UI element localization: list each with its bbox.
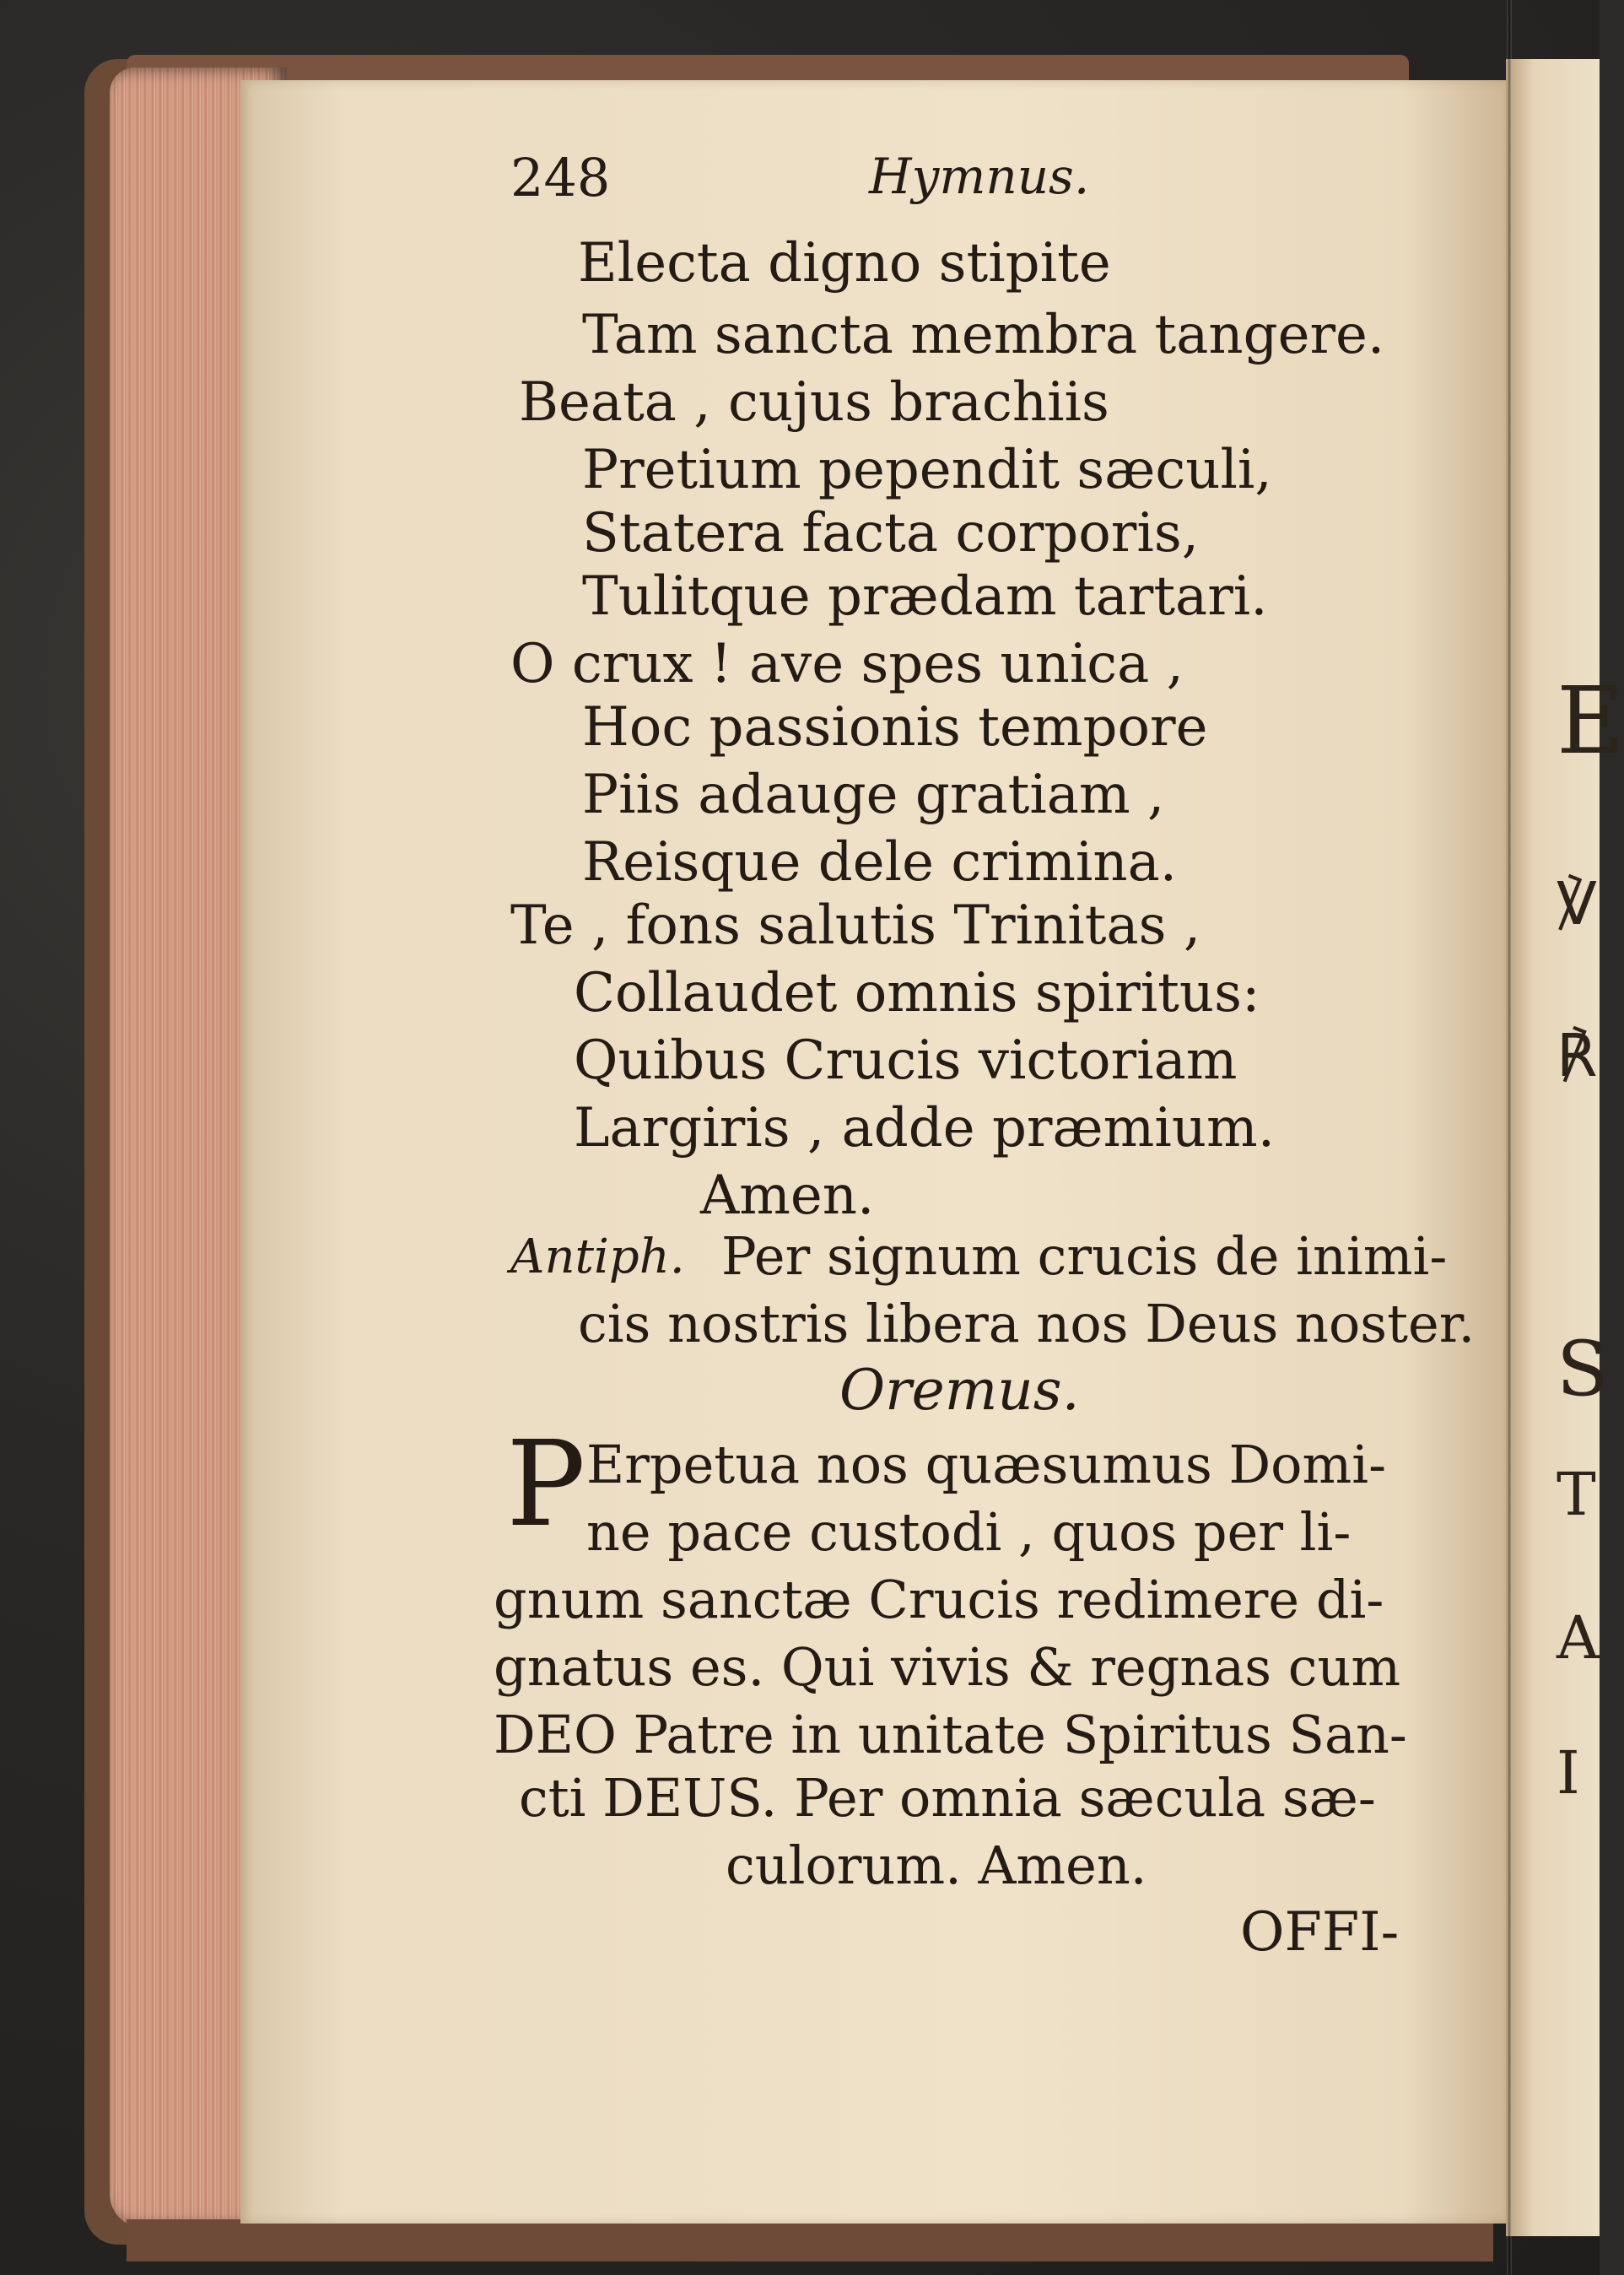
hymn-line: O crux ! ave spes unica , bbox=[510, 633, 1184, 695]
drop-cap: P bbox=[506, 1416, 586, 1554]
facing-page-glyph: E bbox=[1557, 667, 1624, 775]
facing-page-glyph: T bbox=[1557, 1460, 1596, 1529]
hymn-line: Piis adauge gratiam , bbox=[582, 764, 1165, 826]
hymn-line: Pretium pependit sæculi, bbox=[582, 439, 1272, 501]
facing-page-glyph: A bbox=[1557, 1603, 1600, 1672]
running-title: Hymnus. bbox=[869, 148, 1090, 205]
oremus-heading: Oremus. bbox=[839, 1358, 1080, 1423]
hymn-line: Beata , cujus brachiis bbox=[519, 371, 1109, 434]
hymn-line: Electa digno stipite bbox=[578, 232, 1111, 295]
facing-page-glyph: S bbox=[1557, 1325, 1609, 1413]
hymn-line: Tulitque prædam tartari. bbox=[582, 565, 1268, 628]
prayer-line: gnatus es. Qui vivis & regnas cum bbox=[494, 1636, 1401, 1698]
antiphon-line: Per signum crucis de inimi- bbox=[721, 1225, 1448, 1287]
hymn-line: Hoc passionis tempore bbox=[582, 696, 1208, 759]
facing-page-glyph: I bbox=[1557, 1738, 1580, 1808]
prayer-line: Erpetua nos quæsumus Domi- bbox=[586, 1434, 1387, 1495]
prayer-line: cti DEUS. Per omnia sæcula sæ- bbox=[519, 1767, 1376, 1829]
facing-page-glyph: ℟ bbox=[1557, 1021, 1597, 1090]
prayer-line: culorum. Amen. bbox=[726, 1835, 1147, 1896]
prayer-line: ne pace custodi , quos per li- bbox=[586, 1501, 1352, 1563]
catchword: OFFI- bbox=[1240, 1901, 1400, 1964]
glass-plate-edge bbox=[1507, 0, 1512, 2275]
hymn-line: Te , fons salutis Trinitas , bbox=[510, 894, 1201, 957]
hymn-line: Reisque dele crimina. bbox=[582, 831, 1178, 894]
hymn-line: Collaudet omnis spiritus: bbox=[574, 962, 1260, 1024]
facing-page bbox=[1506, 59, 1624, 2236]
antiphon-line: cis nostris libera nos Deus noster. bbox=[578, 1293, 1476, 1354]
hymn-line: Quibus Crucis victoriam bbox=[574, 1029, 1238, 1092]
hymn-line: Statera facta corporis, bbox=[582, 502, 1200, 565]
hymn-amen: Amen. bbox=[700, 1165, 875, 1227]
facing-page-glyph: ℣ bbox=[1557, 869, 1597, 938]
page-number: 248 bbox=[510, 147, 611, 208]
hymn-line: Tam sancta membra tangere. bbox=[582, 304, 1385, 366]
hymn-line: Largiris , adde præmium. bbox=[574, 1097, 1276, 1159]
prayer-line: DEO Patre in unitate Spiritus San- bbox=[494, 1704, 1407, 1765]
prayer-line: gnum sanctæ Crucis redimere di- bbox=[494, 1569, 1384, 1630]
antiphon-label: Antiph. bbox=[510, 1229, 685, 1284]
book-cover-bottom bbox=[127, 2219, 1493, 2261]
